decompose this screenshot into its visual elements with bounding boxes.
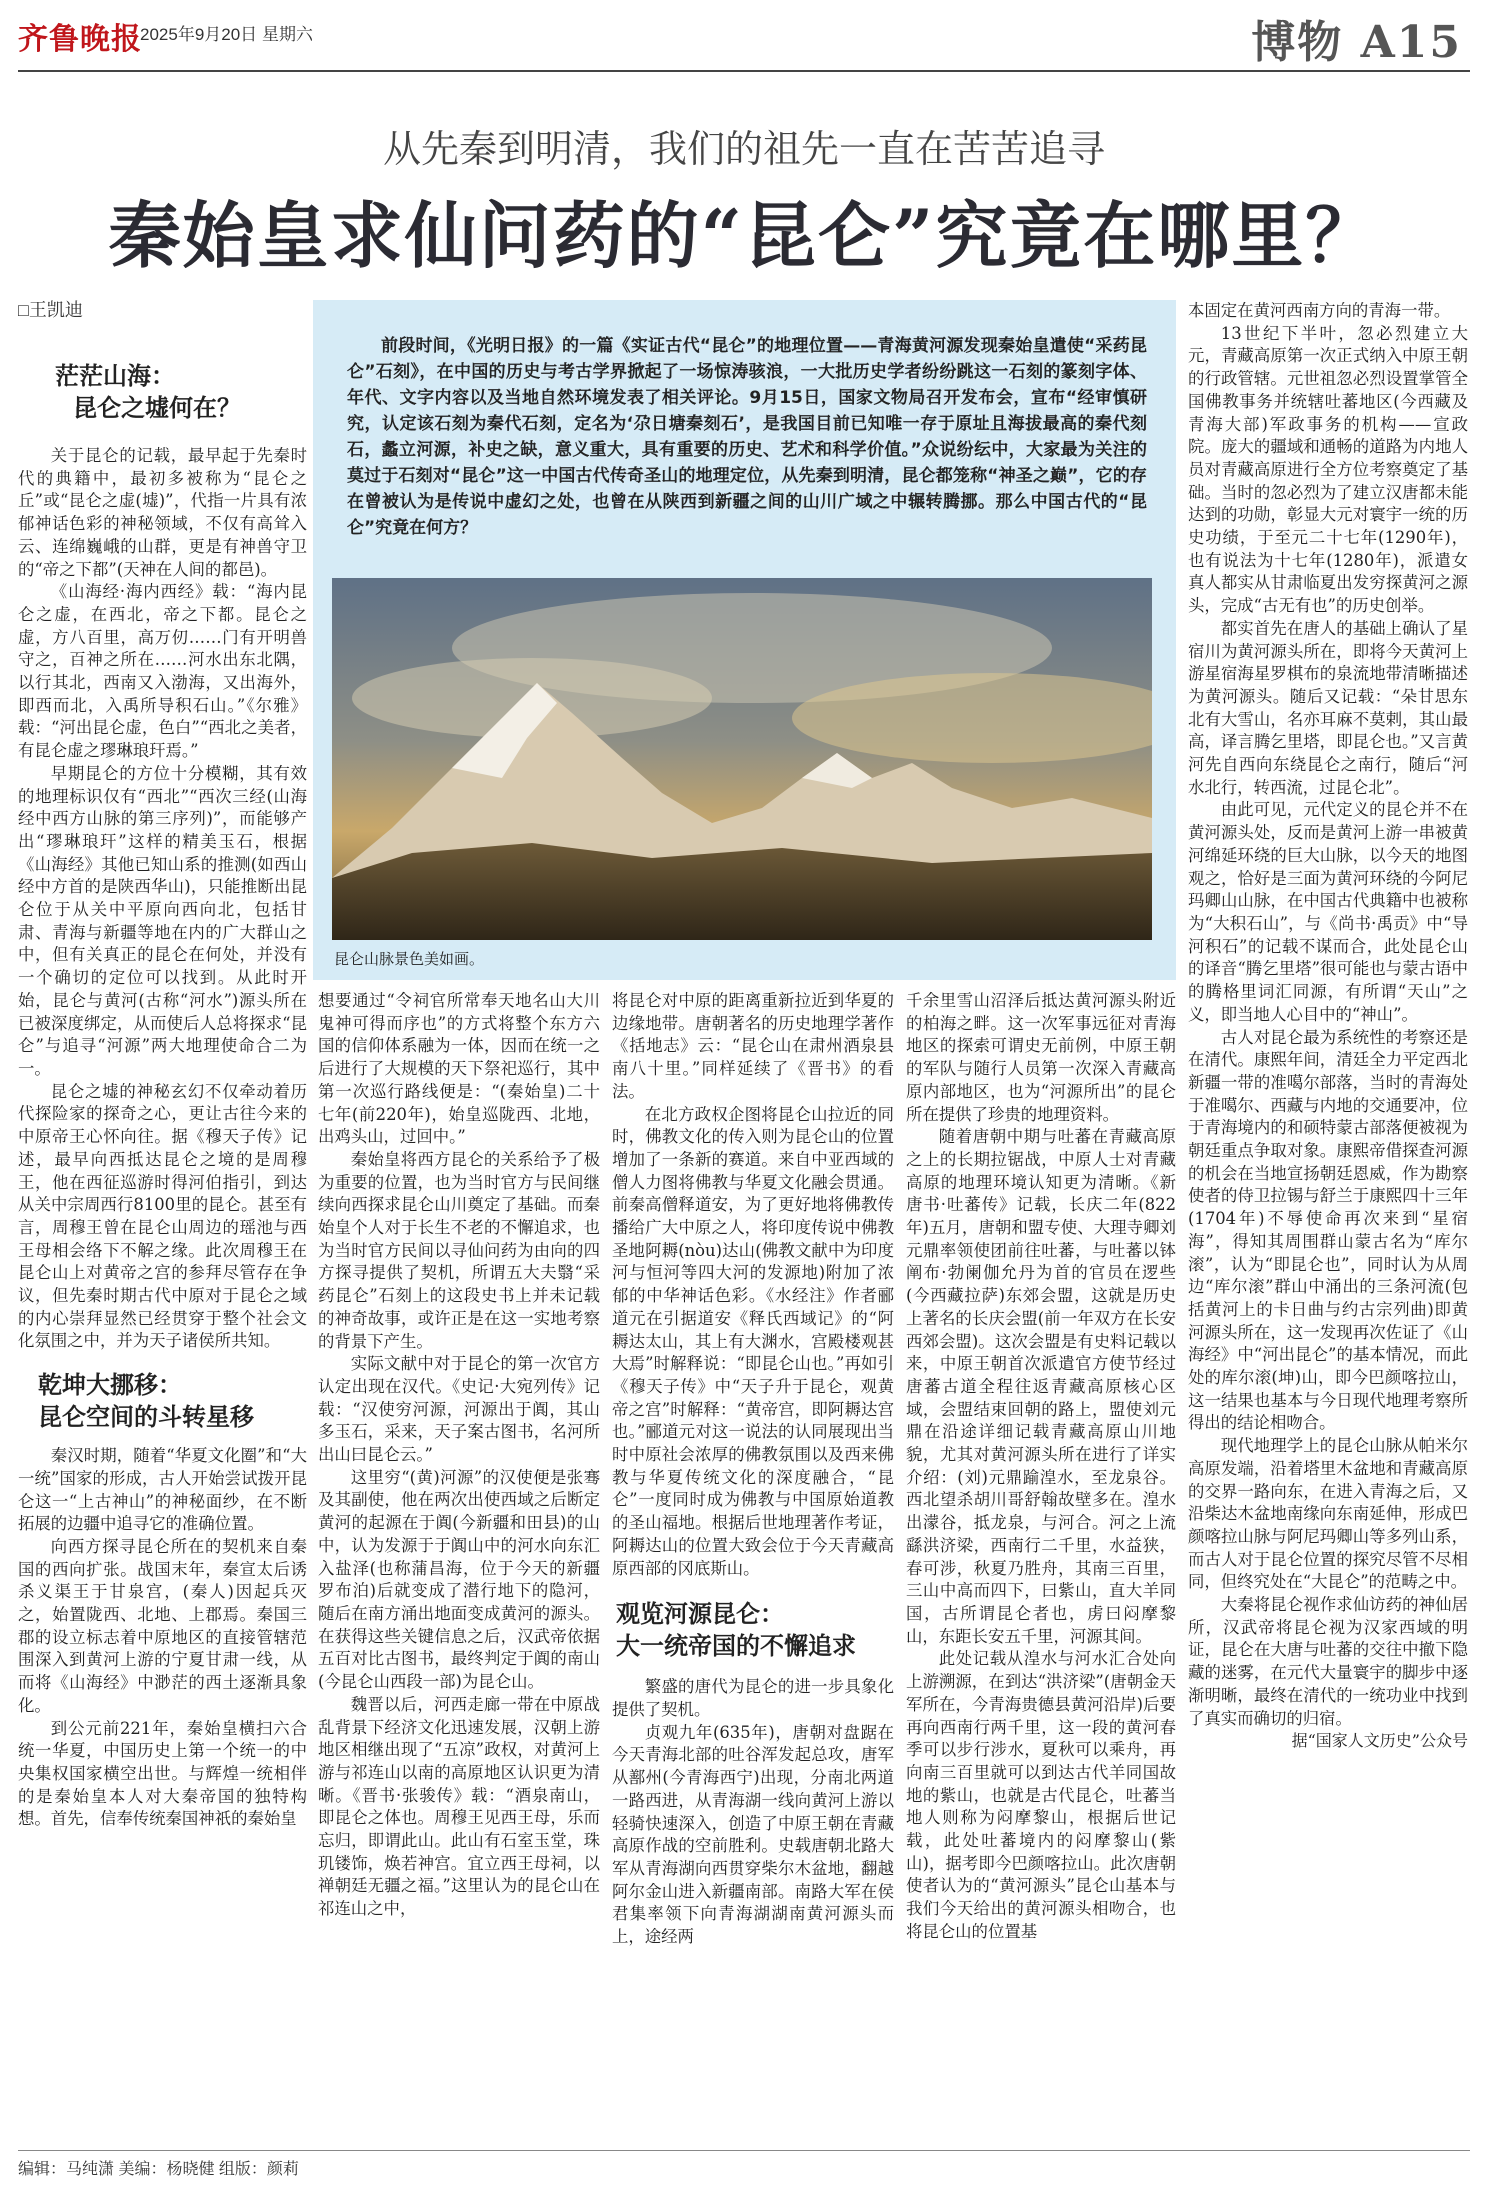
paragraph: 13世纪下半叶，忽必烈建立大元，青藏高原第一次正式纳入中原王朝的行政管辖。元世祖忽必烈设置掌管全国佛教事务并统辖吐蕃地区(今西藏及青海大部)军政事务的机构——宣政院。庞大的疆域和通畅的道路为内地人员对青藏高原进行全方位考察奠定了基础。当时的忽必烈为了建立汉唐都未能达到的功勋，彰显大元对寰宇一统的历史功绩，于至元二十七年(1290年)，也有说法为十七年(1280年)，派遣女真人都实从甘肃临夏出发穷探黄河之源头，完成“古无有也”的历史创举。: [1188, 323, 1468, 616]
source-credit: 据“国家人文历史”公众号: [1291, 1731, 1468, 1751]
paragraph: 千余里雪山沼泽后抵达黄河源头附近的柏海之畔。这一次军事远征对青海地区的探索可谓史无前例，中原王朝的军队与随行人员第一次深入青藏高原内部地区，也为“河源所出”的昆仑所在提供了珍贵的地理资料。: [906, 991, 1176, 1124]
paragraph: 这里穷“(黄)河源”的汉使便是张骞及其副使，他在两次出使西域之后断定黄河的起源在于阗(今新疆和田县)的山中，认为发源于于阗山中的河水向东汇入盐泽(也称蒲昌海，位于今天的新疆罗布泊)后就变成了潜行地下的隐河，随后在南方涌出地面变成黄河的源头。在获得这些关键信息之后，汉武帝依据五百对比古图书，最终判定于阗的南山(今昆仑山西段一部)为昆仑山。: [318, 1467, 600, 1692]
paragraph: 此处记载从湟水与河水汇合处向上游溯源，在到达“洪济梁”(唐朝金天军所在，今青海贵德县黄河沿岸)后要再向西南行两千里，这一段的黄河春季可以步行涉水，夏秋可以乘舟，再向南三百里就可以到达古代羊同国故地的紫山，也就是古代昆仑，吐蕃当地人则称为闷摩黎山，根据后世记载，此处吐蕃境内的闷摩黎山(紫山)，据考即今巴颜喀拉山。此次唐朝使者认为的“黄河源头”昆仑山基本与我们今天给出的黄河源头相吻合，也将昆仑山的位置基: [906, 1649, 1176, 1941]
paragraph: 向西方探寻昆仑所在的契机来自秦国的西向扩张。战国末年，秦宣太后诱杀义渠王于甘泉宫，(秦人)因起兵灭之，始置陇西、北地、上郡焉。秦国三郡的设立标志着中原地区的直接管辖范围深入到黄河上游的宁夏甘肃一线，从而将《山海经》中渺茫的西土逐渐具象化。: [18, 1536, 307, 1715]
paragraph: 到公元前221年，秦始皇横扫六合统一华夏，中国历史上第一个统一的中央集权国家横空出世。与辉煌一统相伴的是秦始皇本人对大秦帝国的独特构想。首先，信奉传统秦国神祇的秦始皇: [18, 1718, 307, 1829]
photo-caption: 昆仑山脉景色美如画。: [334, 950, 485, 968]
byline: □王凯迪: [18, 300, 83, 320]
paragraph: 都实首先在唐人的基础上确认了星宿川为黄河源头所在，即将今天黄河上游星宿海星罗棋布的泉流地带清晰描述为黄河源头。随后又记载：“朵甘思东北有大雪山，名亦耳麻不莫剌，其山最高，译言腾乞里塔，即昆仑也。”又言黄河先自西向东绕昆仑之南行，随后“河水北行，转西流，过昆仑北”。: [1188, 618, 1468, 797]
header-rule: [18, 70, 1470, 72]
column-3: [612, 990, 894, 1949]
section-heading-3-line1: 观览河源昆仑：: [616, 1600, 784, 1629]
column-1: [18, 445, 307, 1831]
issue-date: 2025年9月20日: [140, 25, 258, 44]
section-heading-2-line1: 乾坤大挪移：: [38, 1371, 182, 1400]
paragraph: 古人对昆仑最为系统性的考察还是在清代。康熙年间，清廷全力平定西北新疆一带的准噶尔部落，当时的青海处于准噶尔、西藏与内地的交通要冲，位于青海境内的和硕特蒙古部落便被视为朝廷重点争取对象。康熙帝借探查河源的机会在当地宣扬朝廷恩威，作为勘察使者的侍卫拉锡与舒兰于康熙四十三年(1704年)不辱使命再次来到“星宿海”，得知其周围群山蒙古名为“库尔滚”，认为“即昆仑也”，同时认为从周边“库尔滚”群山中涌出的三条河流(包括黄河上的卡日曲与约古宗列曲)即黄河源头所在，这一发现再次佐证了《山海经》中“河出昆仑”的基本情况，而此处的库尔滚(坤)山，即今巴颜喀拉山，这一结果也基本与今日现代地理考察所得出的结论相吻合。: [1188, 1027, 1468, 1433]
section-heading-3-line2: 大一统帝国的不懈追求: [616, 1632, 856, 1661]
mountain-photo: [332, 578, 1152, 940]
paragraph: 《山海经·海内西经》载：“海内昆仑之虚，在西北，帝之下都。昆仑之虚，方八百里，高万仞……门有开明兽守之，百神之所在……河水出东北隅，以行其北，西南又入渤海，又出海外，即西而北，入禹所导积石山。”《尔雅》载：“河出昆仑虚，色白”“西北之美者，有昆仑虚之璆琳琅玕焉。”: [18, 582, 307, 761]
section-heading-2-line2: 昆仑空间的斗转星移: [38, 1403, 254, 1432]
paragraph: 实际文献中对于昆仑的第一次官方认定出现在汉代。《史记·大宛列传》记载：“汉使穷河源，河源出于阗，其山多玉石，采来，天子案古图书，名河所出山曰昆仑云。”: [318, 1354, 600, 1465]
column-5: [1188, 300, 1468, 1753]
paragraph: 现代地理学上的昆仑山脉从帕米尔高原发端，沿着塔里木盆地和青藏高原的交界一路向东，在进入青海之后，又沿柴达木盆地南缘向东南延伸，形成巴颜喀拉山脉与阿尼玛卿山等多列山系，而古人对于昆仑位置的探究尽管不尽相同，但终究处在“大昆仑”的范畴之中。: [1188, 1436, 1468, 1592]
footer-rule: [18, 2150, 1470, 2151]
column-4: [906, 990, 1176, 1944]
paragraph: 繁盛的唐代为昆仑的进一步具象化提供了契机。: [612, 1677, 894, 1719]
footer-credits: 编辑：马纯潇 美编：杨晓健 组版：颜莉: [18, 2161, 299, 2178]
paragraph: 想要通过“令祠官所常奉天地名山大川鬼神可得而序也”的方式将整个东方六国的信仰体系融为一体，因而在统一之后进行了大规模的天下祭祀巡行，其中第一次巡行路线便是：“(秦始皇)二十七年(前220年)，始皇巡陇西、北地，出鸡头山，过回中。”: [318, 991, 600, 1147]
intro-text: 前段时间，《光明日报》的一篇《实证古代“昆仑”的地理位置——青海黄河源发现秦始皇遣使“采药昆仑”石刻》，在中国的历史与考古学界掀起了一场惊涛骇浪，一大批历史学者纷纷跳这一石刻的篆刻字体、年代、文字内容以及当地自然环境发表了相关评论。9月15日，国家文物局召开发布会，宣布“经审慎研究，认定该石刻为秦代石刻，定名为‘尕日塘秦刻石’，是我国目前已知唯一存于原址且海拔最高的秦代刻石，蠡立河源，补史之缺，意义重大，具有重要的历史、艺术和科学价值。”众说纷纭中，大家最为关注的莫过于石刻对“昆仑”这一中国古代传奇圣山的地理定位，从先秦到明清，昆仑都笼称“神圣之巅”，它的存在曾被认为是传说中虚幻之处，也曾在从陕西到新疆之间的山川广域之中辗转腾挪。那么中国古代的“昆仑”究竟在何方？: [347, 336, 1147, 538]
paragraph: 魏晋以后，河西走廊一带在中原战乱背景下经济文化迅速发展，汉朝上游地区相继出现了“五凉”政权，对黄河上游与祁连山以南的高原地区认识更为清晰。《晋书·张骏传》载：“酒泉南山，即昆仑之体也。周穆王见西王母，乐而忘归，即谓此山。此山有石室玉堂，珠玑镂饰，焕若神宫。宜立西王母祠，以禅朝廷无疆之福。”这里认为的昆仑山在祁连山之中，: [318, 1694, 600, 1919]
issue-weekday: 星期六: [262, 25, 313, 44]
paragraph: 秦始皇将西方昆仑的关系给予了极为重要的位置，也为当时官方与民间继续向西探求昆仑山川奠定了基础。而秦始皇个人对于长生不老的不懈追求，也为当时官方民间以寻仙问药为由向的四方探寻提供了契机，所谓五大夫翳“采药昆仑”石刻上的这段史书上并未记载的神奇故事，或许正是在这一实地考察的背景下产生。: [318, 1149, 600, 1351]
paragraph: 随着唐朝中期与吐蕃在青藏高原之上的长期拉锯战，中原人士对青藏高原的地理环境认知更为清晰。《新唐书·吐蕃传》记载，长庆二年(822年)五月，唐朝和盟专使、大理寺卿刘元鼎率领使团前往吐蕃，与吐蕃以钵阐布·勃阑伽允丹为首的官员在逻些(今西藏拉萨)东郊会盟，这就是历史上著名的长庆会盟(前一年双方在长安西郊会盟)。这次会盟是有史料记载以来，中原王朝首次派遣官方使节经过唐蕃古道全程往返青藏高原核心区域，会盟结束回朝的路上，盟使刘元鼎在沿途详细记载青藏高原山川地貌，尤其对黄河源头所在进行了详实介绍：(刘)元鼎踰湟水，至龙泉谷。西北望杀胡川哥舒翰故壁多在。湟水出濛谷，抵龙泉，与河合。河之上流繇洪济梁，西南行二千里，水益狭，春可涉，秋夏乃胜舟，其南三百里，三山中高而四下，曰紫山，直大羊同国，古所谓昆仑者也，虏曰闷摩黎山，东距长安五千里，河源其间。: [906, 1127, 1176, 1646]
article-title: 秦始皇求仙问药的“昆仑”究竟在哪里？: [108, 193, 1380, 278]
article-subtitle: 从先秦到明清，我们的祖先一直在苦苦追寻: [382, 127, 1105, 171]
paragraph: 关于昆仑的记载，最早起于先秦时代的典籍中，最初多被称为“昆仑之丘”或“昆仑之虚(墟)”，代指一片具有浓郁神话色彩的神秘领域，不仅有高耸入云、连绵巍峨的山群，更是有神兽守卫的“帝之下都”(天神在人间的都邑)。: [18, 446, 307, 579]
paragraph: 昆仑之墟的神秘玄幻不仅牵动着历代探险家的探奇之心，更让古往今来的中原帝王心怀向往。据《穆天子传》记述，最早向西抵达昆仑之境的是周穆王，他在西征巡游时得河伯指引，到达从关中宗周西行8100里的昆仑。甚至有言，周穆王曾在昆仑山周边的瑶池与西王母相会络下不解之缘。此次周穆王在昆仑山上对黄帝之宫的参拜尽管存在争议，但先秦时期古代中原对于昆仑之域的内心崇拜显然已经贯穿于整个社会文化氛围之中，并为天子诸侯所共知。: [18, 1081, 307, 1351]
paragraph: 早期昆仑的方位十分模糊，其有效的地理标识仅有“西北”“西次三经(山海经中西方山脉的第三序列)”，而能够产出“璆琳琅玕”这样的精美玉石，根据《山海经》其他已知山系的推测(如西山经中方首的是陕西华山)，只能推断出昆仑位于从关中平原向西向北，包括甘肃、青海与新疆等地在内的广大群山之中，但有关真正的昆仑在何处，并没有一个确切的定位可以找到。从此时开始，昆仑与黄河(古称“河水”)源头所在已被深度绑定，从而使后人总将探求“昆仑”与追寻“河源”两大地理使命合二为一。: [18, 763, 307, 1078]
section-label: 博物 A15: [1251, 17, 1462, 68]
column-2: [318, 990, 600, 1921]
paragraph: 由此可见，元代定义的昆仑并不在黄河源头处，反而是黄河上游一串被黄河绵延环绕的巨大山脉，以今天的地图观之，恰好是三面为黄河环绕的今阿尼玛卿山山脉，在中国古代典籍中也被称为“大积石山”，与《尚书·禹贡》中“导河积石”的记载不谋而合，此处昆仑山的译音“腾乞里塔”很可能也与蒙古语中的腾格里词汇同源，有所谓“天山”之义，即当地人心目中的“神山”。: [1188, 800, 1468, 1024]
section-heading-1-line2: 昆仑之墟何在？: [73, 394, 241, 422]
paragraph: 秦汉时期，随着“华夏文化圈”和“大一统”国家的形成，古人开始尝试拨开昆仑这一“上古神山”的神秘面纱，在不断拓展的边疆中追寻它的准确位置。: [18, 1446, 307, 1534]
masthead-logo: 齐鲁晚报: [18, 22, 142, 57]
paragraph: 将昆仑对中原的距离重新拉近到华夏的边缘地带。唐朝著名的历史地理学著作《括地志》云：“昆仑山在肃州酒泉县南八十里。”同样延续了《晋书》的看法。: [612, 991, 894, 1101]
section-heading-1-line1: 茫茫山海：: [55, 362, 175, 390]
column-1-header: [55, 360, 307, 424]
paragraph: 贞观九年(635年)，唐朝对盘踞在今天青海北部的吐谷浑发起总攻，唐军从鄯州(今青海西宁)出现，分南北两道一路西进，从青海湖一线向黄河上游以轻骑快速深入，创造了中原王朝在青藏高原作战的空前胜利。史载唐朝北路大军从青海湖向西贯穿柴尔木盆地，翻越阿尔金山进入新疆南部。南路大军在侯君集率领下向青海湖湖南黄河源头而上，途经两: [612, 1722, 894, 1947]
paragraph: 本固定在黄河西南方向的青海一带。: [1188, 301, 1451, 320]
paragraph: 在北方政权企图将昆仑山拉近的同时，佛教文化的传入则为昆仑山的位置增加了一条新的赛道。来自中亚西域的僧人力图将佛教与华夏文化融会贯通。前秦高僧释道安，为了更好地将佛教传播给广大中原之人，将印度传说中佛教圣地阿耨(nòu)达山(佛教文献中为印度河与恒河等四大河的发源地)附加了浓郁的中华神话色彩。《水经注》作者郦道元在引据道安《释氏西域记》的“阿耨达太山，其上有大渊水，宫殿楼观甚大焉”时解释说：“即昆仑山也。”再如引《穆天子传》中“天子升于昆仑，观黄帝之宫”时解释：“黄帝宫，即阿耨达宫也。”郦道元对这一说法的认同展现出当时中原社会浓厚的佛教氛围以及西来佛教与华夏传统文化的深度融合，“昆仑”一度同时成为佛教与中国原始道教的圣山福地。根据后世地理著作考证，阿耨达山的位置大致会位于今天青藏高原西部的冈底斯山。: [612, 1104, 894, 1578]
paragraph: 大秦将昆仑视作求仙访药的神仙居所，汉武帝将昆仑视为汉家西域的明证，昆仑在大唐与吐蕃的交往中撤下隐藏的迷雾，在元代大量寰宇的脚步中逐渐明晰，最终在清代的一统功业中找到了真实而确切的归宿。: [1188, 1595, 1468, 1728]
